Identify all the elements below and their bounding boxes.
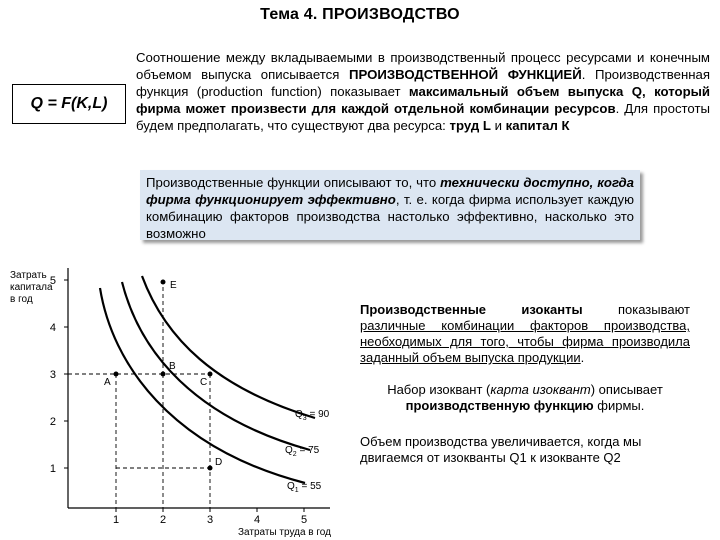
intro-bold-1: ПРОИЗВОДСТВЕННОЙ ФУНКЦИЕЙ xyxy=(349,67,582,82)
note-text-2: , т. е. когда фирма использует каждую комбинацию факторов производства настолько эффективно, насколько это возможно xyxy=(146,192,634,241)
x-tick-3: 3 xyxy=(206,514,214,526)
output-increase-paragraph: Объем производства увеличивается, когда мы двигаемся от изокванты Q1 к изокванте Q2 xyxy=(360,434,642,465)
point-d-marker xyxy=(208,466,213,471)
isoquant-q3 xyxy=(142,276,315,418)
point-e-label: E xyxy=(170,280,177,291)
x-tick-4: 4 xyxy=(253,514,261,526)
y-tick-3: 3 xyxy=(49,369,56,381)
intro-text-2: . Производственная функция (production function) показывает xyxy=(136,67,710,99)
isoquant-map-paragraph: Набор изоквант (карта изоквант) описывает производственную функцию фирмы. xyxy=(387,382,663,413)
intro-paragraph xyxy=(136,49,710,134)
intro-text-3: . Для простоты будем предполагать, что существуют два ресурса: xyxy=(136,101,710,133)
isoquant-q2 xyxy=(122,282,310,450)
y-tick-4: 4 xyxy=(49,322,56,334)
production-function-formula: Q = F(K,L) xyxy=(12,84,126,124)
note-box xyxy=(140,170,640,240)
note-emphasis: технически доступно, когда фирма функционирует эффективно xyxy=(146,175,634,207)
intro-bold-3: труд L xyxy=(449,118,491,133)
isoquant-q2-label: $Q_2 = 75$ xyxy=(285,445,320,458)
y-axis-label-line-3: в год xyxy=(10,294,33,305)
point-b-label: B xyxy=(169,361,176,372)
x-tick-2: 2 xyxy=(159,514,167,526)
y-axis-label-line-1: Затрать xyxy=(10,270,47,281)
point-d-label: D xyxy=(215,457,223,468)
y-axis-label-line-2: капитала xyxy=(10,282,53,293)
point-a-label: A xyxy=(104,377,111,388)
isoquant-q1-label: $Q_1 = 55$ xyxy=(287,481,322,494)
y-tick-1: 1 xyxy=(49,463,56,475)
isoquant-graph xyxy=(0,258,360,540)
intro-text-4: и xyxy=(490,118,506,133)
point-c-marker xyxy=(208,372,213,377)
point-e-marker xyxy=(161,280,166,285)
isoquant-definition-underlined: различные комбинации факторов производства, необходимых для того, чтобы фирма производила заданный объем выпуска продукции xyxy=(360,318,690,365)
isoquant-term: Производственные изоканты xyxy=(360,302,583,317)
isoquant-definition: Производственные изоканты показывают различные комбинации факторов производства, необходимых для того, чтобы фирма производила заданный объем выпуска продукции. xyxy=(360,302,690,365)
point-c-label: C xyxy=(200,377,208,388)
x-tick-5: 5 xyxy=(300,514,308,526)
note-text-1: Производственные функции описывают то, что xyxy=(146,175,441,190)
intro-bold-4: капитал К xyxy=(505,118,570,133)
intro-text-1: Соотношение между вкладываемыми в производственный процесс ресурсами и конечным объемом выпуска описывается xyxy=(136,50,710,82)
production-function-term: производственную функцию xyxy=(405,398,594,413)
isoquant-explanation xyxy=(360,302,690,466)
point-a-marker xyxy=(114,372,119,377)
x-tick-1: 1 xyxy=(112,514,120,526)
point-b-marker xyxy=(161,372,166,377)
intro-bold-2: максимальный объем выпуска Q, который фирма может произвести для каждой отдельной комбинации ресурсов xyxy=(136,84,710,116)
isoquant-map-term: карта изоквант xyxy=(490,382,591,397)
y-tick-5: 5 xyxy=(49,275,56,287)
slide-title: Тема 4. ПРОИЗВОДСТВО xyxy=(260,6,460,23)
y-tick-2: 2 xyxy=(49,416,56,428)
x-axis-label: Затраты труда в год xyxy=(238,527,331,538)
isoquant-q3-label: $Q_3 = 90$ xyxy=(295,409,330,422)
